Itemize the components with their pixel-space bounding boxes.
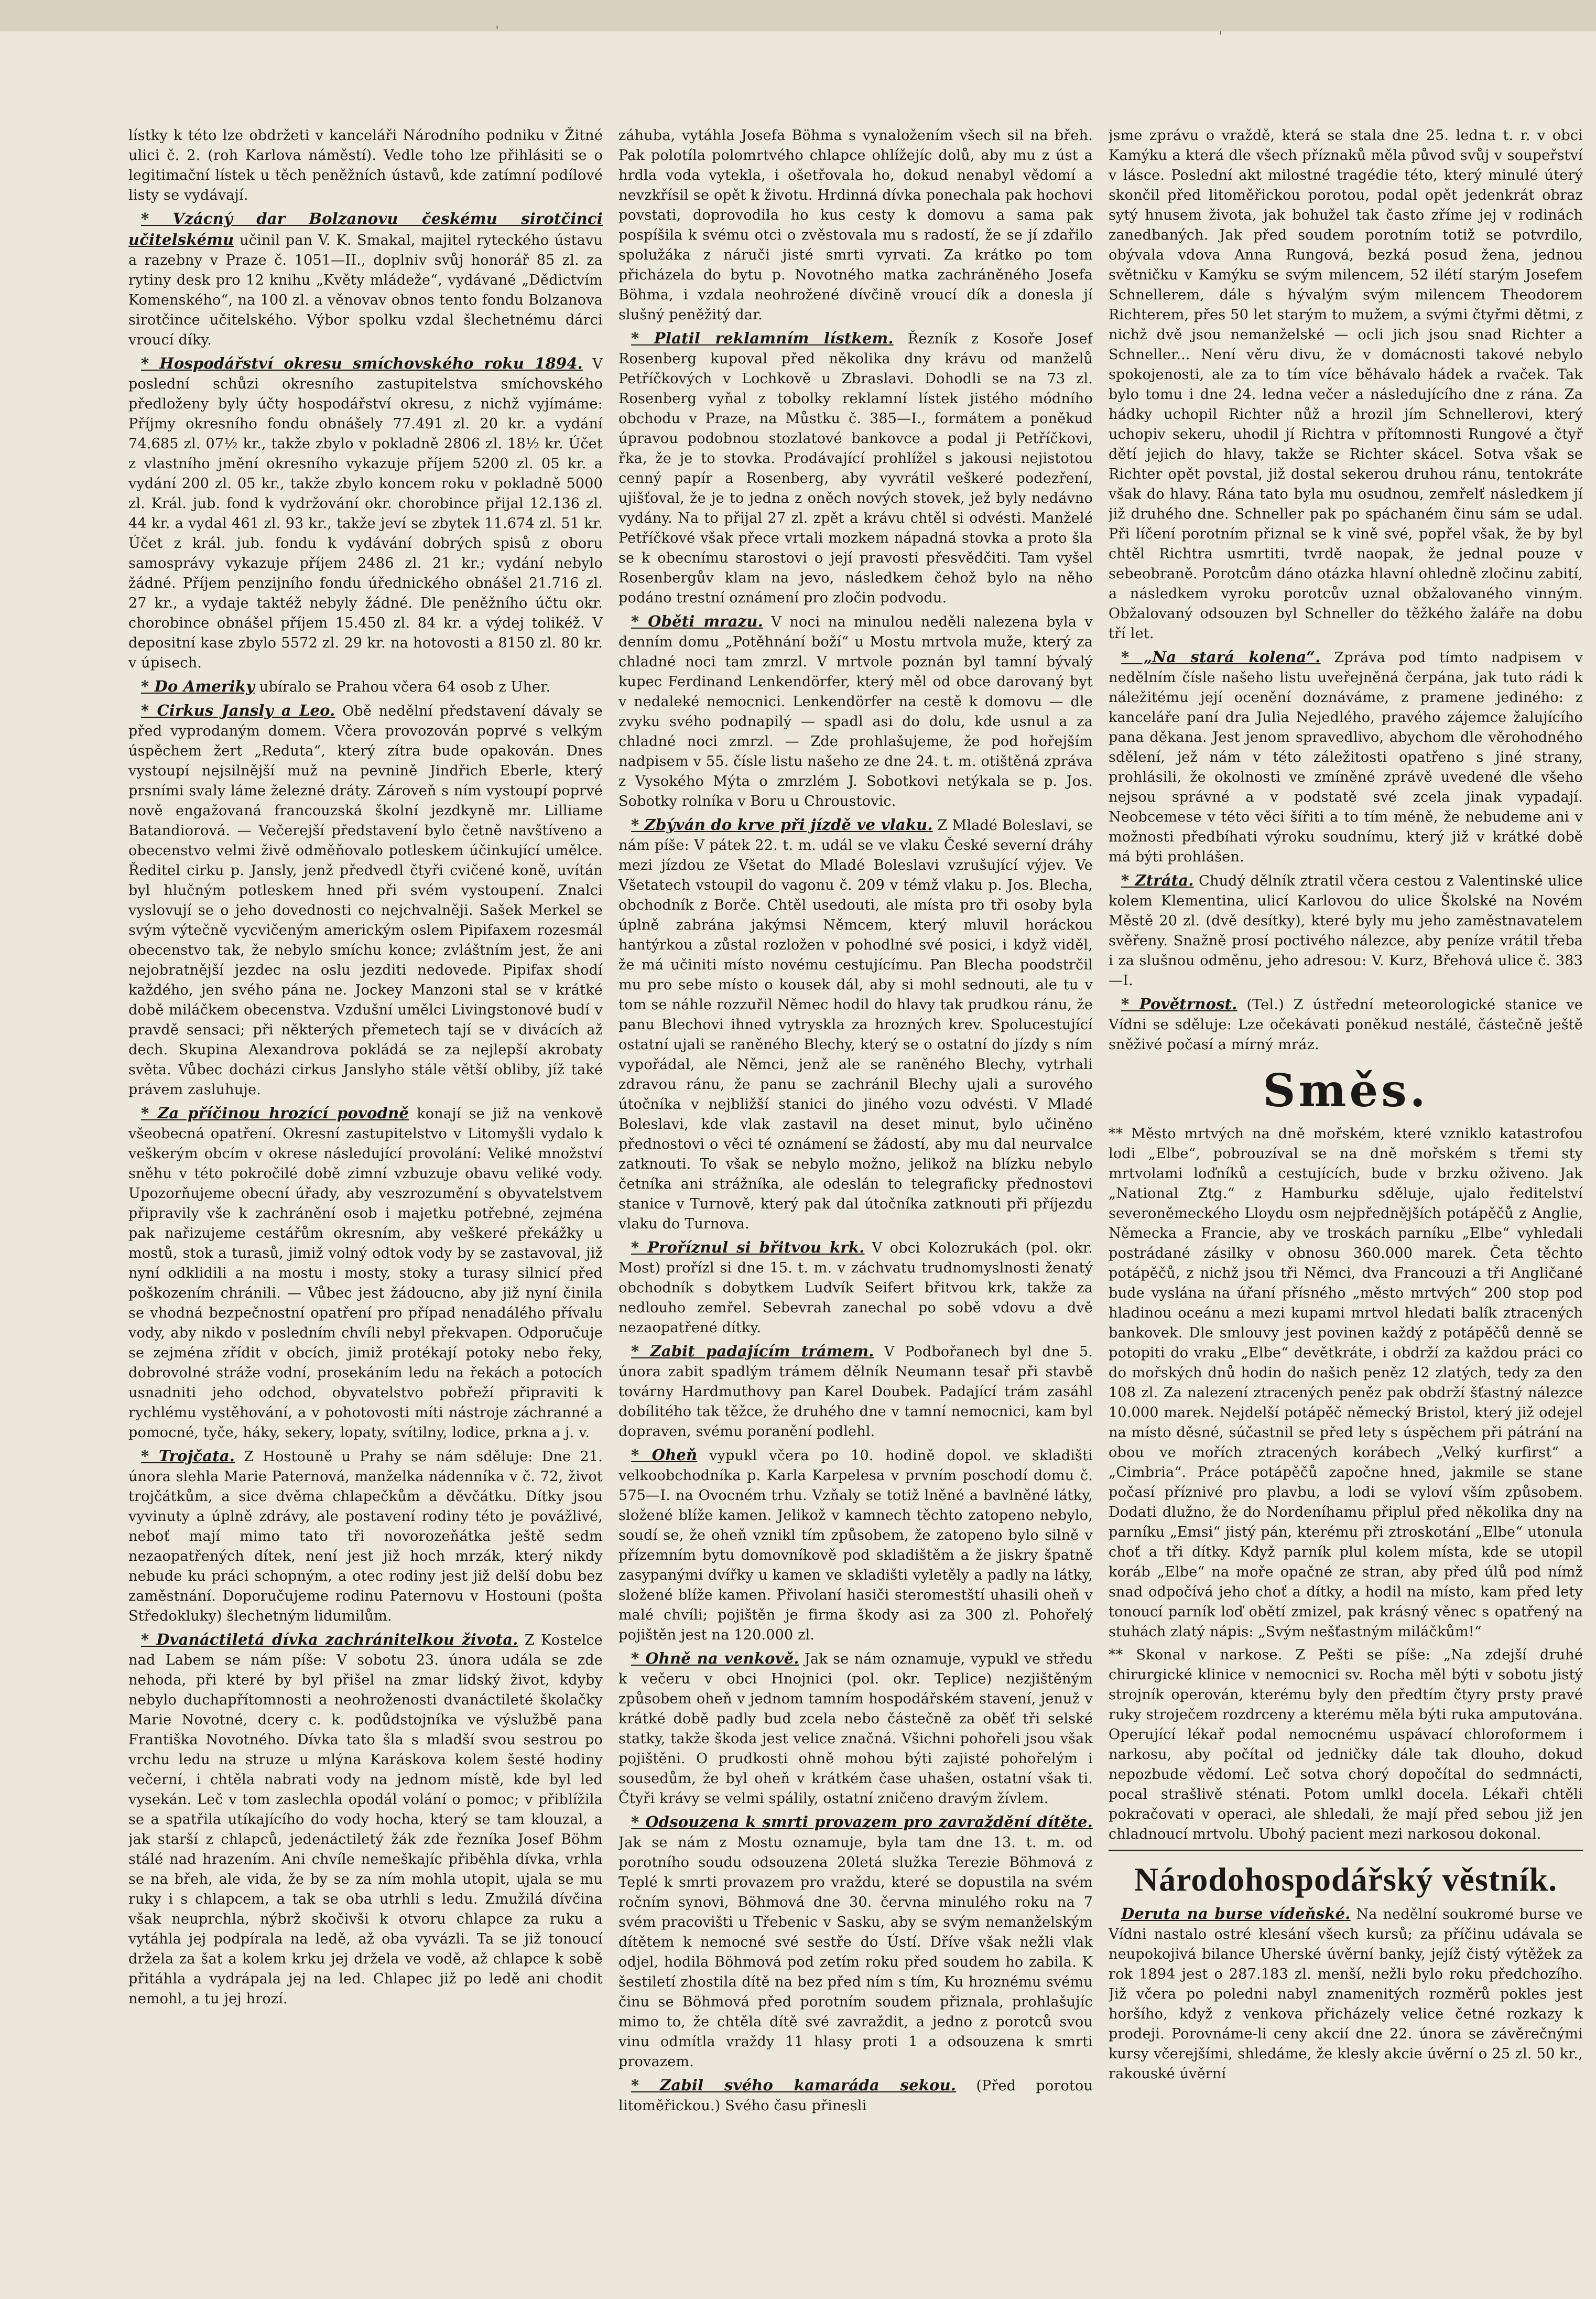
article-paragraph [618, 815, 1093, 1234]
article-text: V noci na minulou neděli nalezena byla v denním domu „Potěhnání boží“ u Mostu mrtvola muže, který za chladné noci tam zmrzl. V mrtvole poznán byl tamní bývalý kupec Ferdinand Lenkendörfer, který měl od obce darovaný byt v nedaleké nemocnici. Lenkendörfer na cestě k domovu — dle zvyku svého podnapilý — spadl asi do dolu, kde usnul a za chladné noci zmrzl. — Zde prohlašujeme, že pod hořejším nadpisem v 55. čísle listu našeho ze dne 24. t. m. otištěná zpráva z Vysokého Mýta o zmrzlém J. Sobotkovi netýkala se p. Jos. Sobotky rolníka v Boru u Chroustovic. [618, 614, 1093, 809]
article-text: Řezník z Kosoře Josef Rosenberg kupoval před několika dny krávu od manželů Petříčkových v Lochkově u Zbraslavi. Dohodli se na 73 zl. Rosenberg vyňal z tobolky reklamní lístek jistého módního obchodu v Praze, na Můstku č. 385—I., formátem a poněkud úpravou podobnou stozlatové bankovce a podal ji Petříčkovi, řka, že je to stovka. Prodávající prohlížel s jakousi nejistotou cenný papír a Rosenberg, aby vyvrátil veškeré podezření, ujišťoval, že je to jedna z oněch nových stovek, jež byly nedávno vydány. Na to přijal 27 zl. zpět a krávu chtěl si odvésti. Manželé Petříčkové však přece vrtali mozkem nápadná stovka a proto šla se k obecnímu starostovi o její pravosti přesvědčiti. Tam vyšel Rosenbergův klam na jevo, následkem čehož bylo na něho podáno trestní oznámení pro zločin podvodu. [618, 331, 1093, 606]
article-headline: * Do Ameriky [141, 677, 255, 695]
section-rule [1109, 1850, 1583, 1851]
scan-mark: ' [1219, 29, 1223, 45]
article-paragraph [618, 1237, 1093, 1338]
article-paragraph [618, 126, 1093, 325]
article-headline: Deruta na burse vídeňské. [1121, 1905, 1351, 1923]
article-text: Obě nedělní představení dávaly se před vyprodaným domem. Včera provozován poprvé s velkým úspěchem žert „Reduta“, který zítra bude opakován. Dnes vystoupí nejsilnější muž na pevnině Jindřich Eberle, který prsními svaly láme železné dráty. Zároveň s ním vystoupí poprvé nově engažovaná francouzská školní jezdkyně mr. Lilliame Batandiorová. — Večerejší představení bylo četně navštíveno a obecenstvo velmi živě odměňovalo potleskem účinkující umělce. Ředitel cirku p. Jansly, jenž předvedl čtyři cvičené koně, uvítán byl hlučným potleskem hned při svém vystoupení. Znalci vyslovují se o jeho dovednosti co nejchvalněji. Sašek Merkel se svým výtečně vycvičeným americkým oslem Pipifaxem rozesmál obecenstvo tak, že nebylo smíchu konce; zvláštním jest, že ani nejobratnější jezdec na oslu jezditi nedovede. Pipifax shodí každého, jen svého pána ne. Jockey Manzoni stal se v krátké době miláčkem obecenstva. Vzdušní umělci Livingstonové budí v pravdě sensaci; při některých přemetech tají se v divácích až dech. Skupina Alexandrova pokládá se za nejlepší akrobaty světa. Vůbec docházi cirkus Janslyho stále větší obliby, jíž také právem zasluhuje. [128, 703, 603, 1098]
article-text: Zpráva pod tímto nadpisem v nedělním čísle našeho listu uveřejněná čerpána, jak tuto rádi k náležitému její ocenění doznáváme, z pramene jediného: z kanceláře paní dra Julia Nejedlého, pravého zájemce žalujícího pana děkana. Jest jenom spravedlivo, abychom dle věrohodného sdělení, jež nám v této záležitosti opatřeno s jiné strany, prohlásili, že okolnosti ve zmíněné zprávě uvedené dle všeho nejsou správné a v podstatě své zcela jinak vypadají. Neobcemese v této věci šířiti a to tím méně, že nebudeme ani v možnosti předbíhati výroku soudnímu, který již v krátké době má býti prohlášen. [1109, 650, 1583, 865]
article-headline: * Vzácný dar Bolzanovu českému sirotčinci učitelskému [128, 210, 603, 249]
article-paragraph [128, 353, 603, 673]
article-text: (Před porotou litoměřickou.) Svého času přinesli [618, 2078, 1093, 2114]
article-headline: * Povětrnost. [1121, 995, 1237, 1013]
article-text: Jak se nám z Mostu oznamuje, byla tam dne 13. t. m. od porotního soudu odsouzena 20letá služka Terezie Böhmová z Teplé k smrti provazem pro vraždu, které se dopustila na svém ročním synovi, Böhmová dne 30. června minulého roku na 7 svém pracovišti u Třebenic v Sasku, aby se svým nemanželským dítětem k nemocné své sestře do Ústí. Dříve však nežli vlak odjel, hodila Böhmová pod zetím roku před soudem ho zabila. K šestiletí zhostila dítě na bez před ním s tím, Ku hroznému svému činu se Böhmová před porotním soudem přiznala, prohlašujíc mimo to, že chtěla dítě své zavraždit, a jedno z porotců svou vinu odmítla vraždy 11 hlasy proti 1 a odsouzena k smrti provazem. [618, 1834, 1093, 2070]
article-text: vypukl včera po 10. hodině dopol. ve skladišti velkoobchodníka p. Karla Karpelesa v prvním poschodí domu č. 575—I. na Ovocném trhu. Vzňaly se totiž lněné a bavlněné látky, složené blíže kamen. Jelikož v kamnech těchto zatopeno nebylo, soudí se, že oheň vznikl tím způsobem, že zatopeno bylo silně v přízemním bytu domovníkově pod skladištěm a že jiskry špatně zasypanými dvířky u kamen ve skladišti vyletěly a padly na látky, složené blíže kamen. Přivolaní hasiči steromestští uhasili oheň v malé chvíli; pojištěn je firma škody asi za 300 zl. Pohořelý pojištěn jest na 120.000 zl. [618, 1448, 1093, 1643]
article-text: lístky k této lze obdržeti v kanceláři Národního podniku v Žitné ulici č. 2. (roh Karlova náměstí). Vedle toho lze přihlásiti se o legitimační lístek u těch peněžních ústavů, kde zatímní podílové listy se vydávají. [128, 127, 603, 203]
article-paragraph [1109, 994, 1583, 1055]
section-title: Národohospodářský věstník. [1134, 1861, 1558, 1898]
article-text: Z Mladé Boleslavi, se nám píše: V pátek 22. t. m. udál se ve vlaku České severní dráhy mezi jízdou ze Všetat do Mladé Boleslavi vzrušující výjev. Ve Všetatech vstoupil do vagonu č. 209 v témž vlaku p. Jos. Blecha, obchodník z Borče. Chtěl usedouti, ale místa pro tři osoby byla úplně zabrána jakýmsi Němcem, který mluvil horáckou hantýrkou a zůstal rozložen v pohodlné své posici, i když viděl, že má učiniti místo novému cestujícímu. Pan Blecha poodstrčil mu pro sebe místo o kousek dál, aby si mohl sednouti, ale tu v tom se náhle rozzuřil Němec hodil do hlavy tak prudkou ránu, že panu Blechovi ihned vytryskla za hrozných krev. Spolucestující ostatní ujali se raněného Blechy, který se o ostatní do jízdy s ním vypořádal, ale Němci, jenž ale se raněného Blechy, vytrhali zdravou ránu, že panu se zachránil Blechy ujali a surového útočníka v nejbližší stanici do jiného vozu odvésti. V Mladé Boleslavi, kde vlak zastavil na deset minut, bylo učiněno přednostovi o věci té oznámení se žádostí, aby mu dal neurvalce zatknouti. To však se nebylo možno, jelikož na blízku nebylo četníka ani strážníka, ale odeslán to telegraficky přednostovi stanice v Turnově, který pak dal útočníka zatknouti při příjezdu vlaku do Turnova. [618, 817, 1093, 1232]
article-text: V poslední schůzi okresního zastupitelstva smíchovského předloženy byly účty hospodářství okresu, z nichž vyjímáme: Příjmy okresního fondu obnášely 77.491 zl. 20 kr. a vydání 74.685 zl. 07½ kr., takže zbylo v pokladně 2806 zl. 18½ kr. Účet z vlastního jmění okresního vykazuje příjem 5200 zl. 05 kr. a vydání 200 zl. 05 kr., takže zbylo koncem roku v pokladně 5000 zl. Král. jub. fond k vydržování okr. chorobince přijal 12.136 zl. 44 kr. a vydal 461 zl. 93 kr., takže jeví se zbytek 11.674 zl. 51 kr. Účet z král. jub. fondu k vydávání dobrých spisů z oboru samosprávy vykazuje příjem 2486 zl. 21 kr.; vydání nebylo žádné. Příjem penzijního fondu úřednického obnášel 21.716 zl. 27 kr., a vydaje taktéž nebyly žádné. Dle peněžního účtu okr. chorobince obnášel příjem 15.450 zl. 84 kr. a výdej tolikéž. V depositní kase zbylo 5572 zl. 29 kr. na hotovosti a 8150 zl. 80 kr. v úpisech. [128, 356, 603, 671]
article-headline: * Zbýván do krve při jízdě ve vlaku. [631, 816, 933, 834]
article-text: V obci Kolozrukách (pol. okr. Most) prořízl si dne 15. t. m. v záchvatu trudnomyslnosti ženatý obchodník s dobytkem Ludvík Seifert břitvou krk, takže za nedlouho zemřel. Sebevrah zanechal po sobě vdovu a dvě nezaopatřené dítky. [618, 1240, 1093, 1336]
article-headline: * Odsouzena k smrti provazem pro zavraždění dítěte. [631, 1813, 1093, 1831]
column-2 [618, 126, 1093, 2270]
article-headline: * „Na stará kolena“. [1121, 648, 1321, 666]
article-headline: * Oheň [631, 1446, 698, 1464]
article-text: Na nedělní soukromé burse ve Vídni nastalo ostré klesání všech kursů; za příčinu udávala se neupokojivá bilance Uherské úvěrní banky, jejíž čistý výtěžek za rok 1894 jest o 287.183 zl. menší, nežli bylo roku předchozího. Již včera po poledni nabyl znamenitých rozměrů pokles jest horšího, když z venkova přicházely velice četné rozkazy k prodeji. Porovnáme-li ceny akcií dne 22. února se závěrečnými kursy včerejšími, shledáme, že klesly akcie úvěrní o 25 zl. 50 kr., rakouské úvěrní [1109, 1906, 1583, 2082]
article-headline: * Dvanáctiletá dívka zachránitelkou života. [141, 1631, 518, 1648]
article-paragraph [618, 2075, 1093, 2116]
section-title: Směs. [1263, 1064, 1429, 1117]
article-text: Chudý dělník ztratil včera cestou z Valentinské ulice kolem Klementina, ulicí Karlovou do ulice Školské na Novém Městě 20 zl. (dvě desítky), které byly mu jeho zaměstnavatelem svěřeny. Snažně prosí poctivého nálezce, aby peníze vrátil třeba i za slušnou odměnu, jeho adresou: V. Kurz, Břehová ulice č. 383—I. [1109, 873, 1583, 989]
article-text: Z Hostouně u Prahy se nám sděluje: Dne 21. února slehla Marie Paternová, manželka nádenníka v č. 72, život trojčátkům, a sice dvěma chlapečkům a děvčátku. Dítky jsou vyvinuty a úplně zdrávy, ale postavení rodiny této je povážlivé, neboť mají mimo tato tři novorozeňátka ještě sedm nezaopatřených dítek, není jest již hoch mrzák, který nikdy nebude ku práci schopným, a otec rodiny jest již delší dobu bez zaměstnání. Doporučujeme rodinu Paternovu v Hostouni (pošta Středokluky) šlechetným lidumilům. [128, 1449, 603, 1624]
article-headline: * Za příčinou hrozící povodně [141, 1104, 409, 1122]
article-text: Jak se nám oznamuje, vypukl ve středu k večeru v obci Hnojnici (pol. okr. Teplice) nezjištěným způsobem oheň v jednom tamním hospodářském stavení, jenuž v krátké době padly bud zcela nebo částečně za oběť tři selské statky, takže škoda jest velice značná. Všichni pohořeli jsou však pojištěni. O prudkosti ohně mohou býti zajisté pohořelým i sousedům, že byl oheň v krátkém čase uhašen, ostatní však ti. Čtyři krávy se velmi spálily, ostatní zničeno dravým žívlem. [618, 1651, 1093, 1807]
article-text: učinil pan V. K. Smakal, majitel ryteckého ústavu a razebny v Praze č. 1051—II., doplniv svůj honorář 85 zl. za rytiny desk pro 12 knihu „Květy mládeže“, vydávané „Dědictvím Komenského“, na 100 zl. a věnovav obnos tento fondu Bolzanova sirotčince učitelského. Výbor spolku vzdal šlechetnému dárci vroucí díky. [128, 232, 603, 348]
article-text: Z Kostelce nad Labem se nám píše: V sobotu 23. února udála se zde nehoda, při které by byl přišel na zmar lidský život, kdyby nebylo duchapřítomnosti a neohroženosti dvanáctileté školačky Marie Novotné, dcery c. k. podůdstojníka ve výslužbě pana Františka Novotného. Dívka tato šla s mladší svou sestrou po vrchu ledu na struze u mlýna Karáskova kolem šesté hodiny večerní, i chtěla nabrati vody na jednom místě, kde byl led vysekán. Leč v tom zaslechla opodál volání o pomoc; v přiblížila se a spatřila utíkajícího do vody hocha, který se tam klouzal, a jak starší z chlapců, jedenáctiletý žák zde řezníka Josef Böhm stálé nad hrazením. Ani chvíle nemeškajíc přiběhla dívka, vrhla se na břeh, ale vida, že by se za ním mohla utopit, ujala se mu ruky i s chlapcem, a tak se oba utrhli s ledu. Zmužilá dívčina však neuprchla, nýbrž skočivši k otvoru chlapce za ruku a vytáhla jej podpírala na ledě, až oba vyvázli. Ta se již tonoucí držela za šat a kolem krku jej držela ve vodě, až chlapce k sobě přitáhla a vydrápala jej na led. Chlapec již po ledě ani chodit nemohl, a tu jej hrozí. [128, 1632, 603, 2007]
article-headline: * Oběti mrazu. [631, 612, 764, 630]
article-paragraph [128, 1446, 603, 1626]
article-paragraph [128, 209, 603, 350]
article-headline: * Trojčata. [141, 1447, 235, 1465]
article-paragraph [128, 676, 603, 697]
article-headline: * Zabil svého kamaráda sekou. [631, 2076, 957, 2094]
article-headline: * Cirkus Jansly a Leo. [141, 701, 335, 719]
article-text: ** Skonal v narkose. Z Pešti se píše: „Na zdejší druhé chirurgické klinice v nemocnici sv. Rocha měl býti v sobotu jistý strojník operován, kterému byly den předtím čtyry prsty pravé ruky stroječem rozdrceny a kterému měla býti ruka amputována. Operující lékař podal nemocnému uspávací chloroformem i narkosu, aby počítal od jedničky dále tak dlouho, dokud nepozbude vědomí. Leč sotva chorý dopočítal do sedmnácti, pocal strašlivě sténati. Potom umlkl docela. Lékaři chtěli pokračovati v operaci, ale shledali, že mají před sebou již jen chladnoucí mrtvolu. Ubohý pacient mezi narkosou dokonal. [1109, 1647, 1583, 1842]
article-paragraph [618, 328, 1093, 608]
article-headline: * Zabit padajícím trámem. [631, 1342, 874, 1360]
article-text: (Tel.) Z ústřední meteorologické stanice ve Vídni se sděluje: Lze očekávati poněkud nestálé, částečně ještě sněživé počasí a mírný mráz. [1109, 997, 1583, 1053]
text-columns [128, 126, 1583, 2270]
article-paragraph [128, 126, 603, 206]
article-text: ubíralo se Prahou včera 64 osob z Uher. [259, 679, 551, 695]
article-paragraph [128, 700, 603, 1100]
article-paragraph [618, 1812, 1093, 2072]
article-headline: * Hospodářství okresu smíchovského roku 1894. [141, 354, 583, 372]
article-paragraph [1109, 647, 1583, 867]
column-3 [1109, 126, 1583, 2270]
scan-mark: ' [495, 24, 500, 39]
article-paragraph [618, 1648, 1093, 1809]
column-1 [128, 126, 603, 2270]
article-paragraph [128, 1103, 603, 1443]
article-paragraph [1109, 1904, 1583, 2084]
article-text: V Podbořanech byl dne 5. února zabit spadlým trámem dělník Neumann tesař při stavbě továrny Hardmuthovy pan Karel Doubek. Padající trám zasáhl dobílitého tak těžce, že druhého dne v tamní nemocnici, kam byl dopraven, svému poranění podlehl. [618, 1344, 1093, 1440]
article-text: konají se již na venkově všeobecná opatření. Okresní zastupitelstvo v Litomyšli vydalo k veškerým obcím v okrese následující provolání: Veliké množství sněhu v této pokročilé době zimní vzbuzuje obavu veliké vody. Upozorňujeme obecní úřady, aby veszrozumění s obyvatelstvem připravily vše k zachránění osob i majetku potřebné, zejména pak nařizujeme cestářům okresním, aby veškeré překážky u mostů, stok a turasů, jimiž volný odtok vody by se zastavoval, již nyní odklidili a na mostu i mosty, stoky a turasy silnicí před poškozením chránili. — Vůbec jest žádoucno, aby již nyní činila se vhodná bezpečnostní opatření pro případ nenadálého přívalu vody, aby nikdo v posledním chvíli nebyl překvapen. Odporučuje se zejména zřídit v obcích, jimiž protékají potoky nebo řeky, dobrovolné stráže vodní, prosekáním ledu na řekách a potocích usnadniti jeho odchod, obyvatelstvo pobřeží připraviti k rychlému vystěhování, a v pohotovosti míti nástroje záchranné a pomocné, tyče, háky, sekery, lopaty, svítilny, lodice, prkna a j. v. [128, 1106, 603, 1441]
article-headline: * Proříznul si břitvou krk. [631, 1238, 865, 1256]
article-paragraph [618, 1341, 1093, 1442]
article-paragraph [128, 1629, 603, 2009]
article-text: záhuba, vytáhla Josefa Böhma s vynaložením všech sil na břeh. Pak polotíla polomrtvého chlapce ohlížejíc dolů, aby mu z úst a hrdla voda vytekla, i ošetřovala ho, dokud nenabyl vědomí a nevzkřísil se opět k životu. Hrdinná dívka ponechala pak hochovi povstati, doprovodila ho kus cesty k domovu a sama pak pospíšila k svému otci o zvěstovala mu s radostí, že se jí zdařilo spolužáka z náruči jisté smrti vyrvati. Za krátko po tom přicházela do bytu p. Novotného matka zachráněného Josefa Böhma, i vzdala neohrožené dívčině vroucí dík a donesla jí slušný peněžitý dar. [618, 127, 1093, 323]
article-text: jsme zprávu o vraždě, která se stala dne 25. ledna t. r. v obci Kamýku a která dle všech příznaků měla původ svůj v soupeřství v lásce. Poslední akt milostné tragédie této, který minulé úterý skončil před litoměřickou porotou, podal opět jedenkrát obraz sytý hnusem života, jak bohužel tak často zříme jej v rodinách zanedbaných. Jak před soudem porotním totiž se potvrdilo, obývala vdova Anna Rungová, bezká posud žena, jednou světničku v Kamýku se svým milencem, 52 ilétí starým Josefem Schnellerem, dále s hývalým svým milencem Theodorem Richterem, přes 50 let starým to mužem, a svými čtyřmi dětmi, z nichž dvě jsou nemanželské — ocli jich jsou snad Richter a Schneller... Není věru divu, že v domácnosti takové nebylo spokojenosti, ale za to tím více běhávalo hádek a rvaček. Tak bylo tomu i dne 24. ledna večer a následujícího dne z rána. Za hádky uchopil Richter nůž a hrozil jím Schnellerovi, který uchopiv sekeru, uhodil jí Richtra v přítomnosti Rungové a čtyř dětí jejich do hlavy, takže se Richter skácel. Sotva však se Richter opět povstal, již dostal sekerou druhou ránu, tentokráte však do hlavy. Rána tato byla mu osudnou, zemřelť následkem jí již druhého dne. Schneller pak po spáchaném činu sám se udal. Při líčení porotním přiznal se k vině své, popřel však, že by byl chtěl Richtra usmrtiti, tvrdě naopak, že jednal pouze v sebeobraně. Porotcům dáno otázka hlavní ohledně zločinu zabití, a následkem vyroku porotcův uznal obžalovaného vinným. Obžalovaný odsouzen byl Schneller do těžkého žaláře na dobu tří let. [1109, 127, 1583, 642]
article-text: ** Město mrtvých na dně mořském, které vzniklo katastrofou lodi „Elbe“, pobrouzíval se na dně mořském s třemi sty mrtvolami loďníků a cestujících, bude v brzku oživeno. Jak „National Ztg.“ z Hamburku sděluje, ujalo ředitelství severoněmeckého Lloydu osm nejpřednějších potápěčů z Anglie, Německa a Francie, aby ve troskách parníku „Elbe“ vyhledali postrádané zásilky v obnosu 360.000 marek. Četa těchto potápěčů, z nichž jsou tři Němci, dva Francouzi a tři Angličané bude vyslána na úřaní přísného „město mrtvých“ 200 stop pod hladinou oceánu a mezi kupami mrtvol hledati balík ztracených bankovek. Dle smlouvy jest povinen každý z potápěčů denně se potopiti do vraku „Elbe“ devětkráte, i obdrží za každou práci co do mořských dnů hodin do našich peněz 12 zlatých, tedy za den 108 zl. Za nalezení ztracených peněz pak obdrží šťastný nálezce 10.000 marek. Nejdelší potápěč německý Bristol, který již odejel na místo děsné, súčastnil se před lety s úspěchem při pátrání na obou ve mořích ztracených korábech „Velký kurfirst“ a „Cimbria“. Práce potápěčů započne hned, jakmile se stane počasí příznivé pro plavbu, a lodi se vyloví vším způsobem. Dodati dlužno, že do Nordeníhamu připlul před několika dny na parníku „Emsi“ jistý pán, kterému při ztroskotání „Elbe“ utonula choť a tři dítky. Když parník plul kolem místa, kde se utopil koráb „Elbe“ na moře opačné ze stran, aby před úlů pod nímž snad odpočívá jeho choť a dítky, a hodil na místo, kam před lety tonoucí parník loď obětí zmizel, pak krásný věnec s opatřený na stuhách zlatý nápis: „Svým nešťastným miláčkům!“ [1109, 1126, 1583, 1640]
article-headline: * Ohně na venkově. [631, 1649, 799, 1667]
article-headline: * Ztráta. [1121, 871, 1194, 889]
article-paragraph [1109, 870, 1583, 991]
article-paragraph [1109, 1124, 1583, 1642]
article-paragraph [618, 1445, 1093, 1645]
article-paragraph [618, 611, 1093, 812]
article-paragraph [1109, 1645, 1583, 1844]
article-headline: * Platil reklamním lístkem. [631, 329, 894, 347]
article-paragraph [1109, 126, 1583, 644]
page-top-edge [0, 0, 1596, 31]
